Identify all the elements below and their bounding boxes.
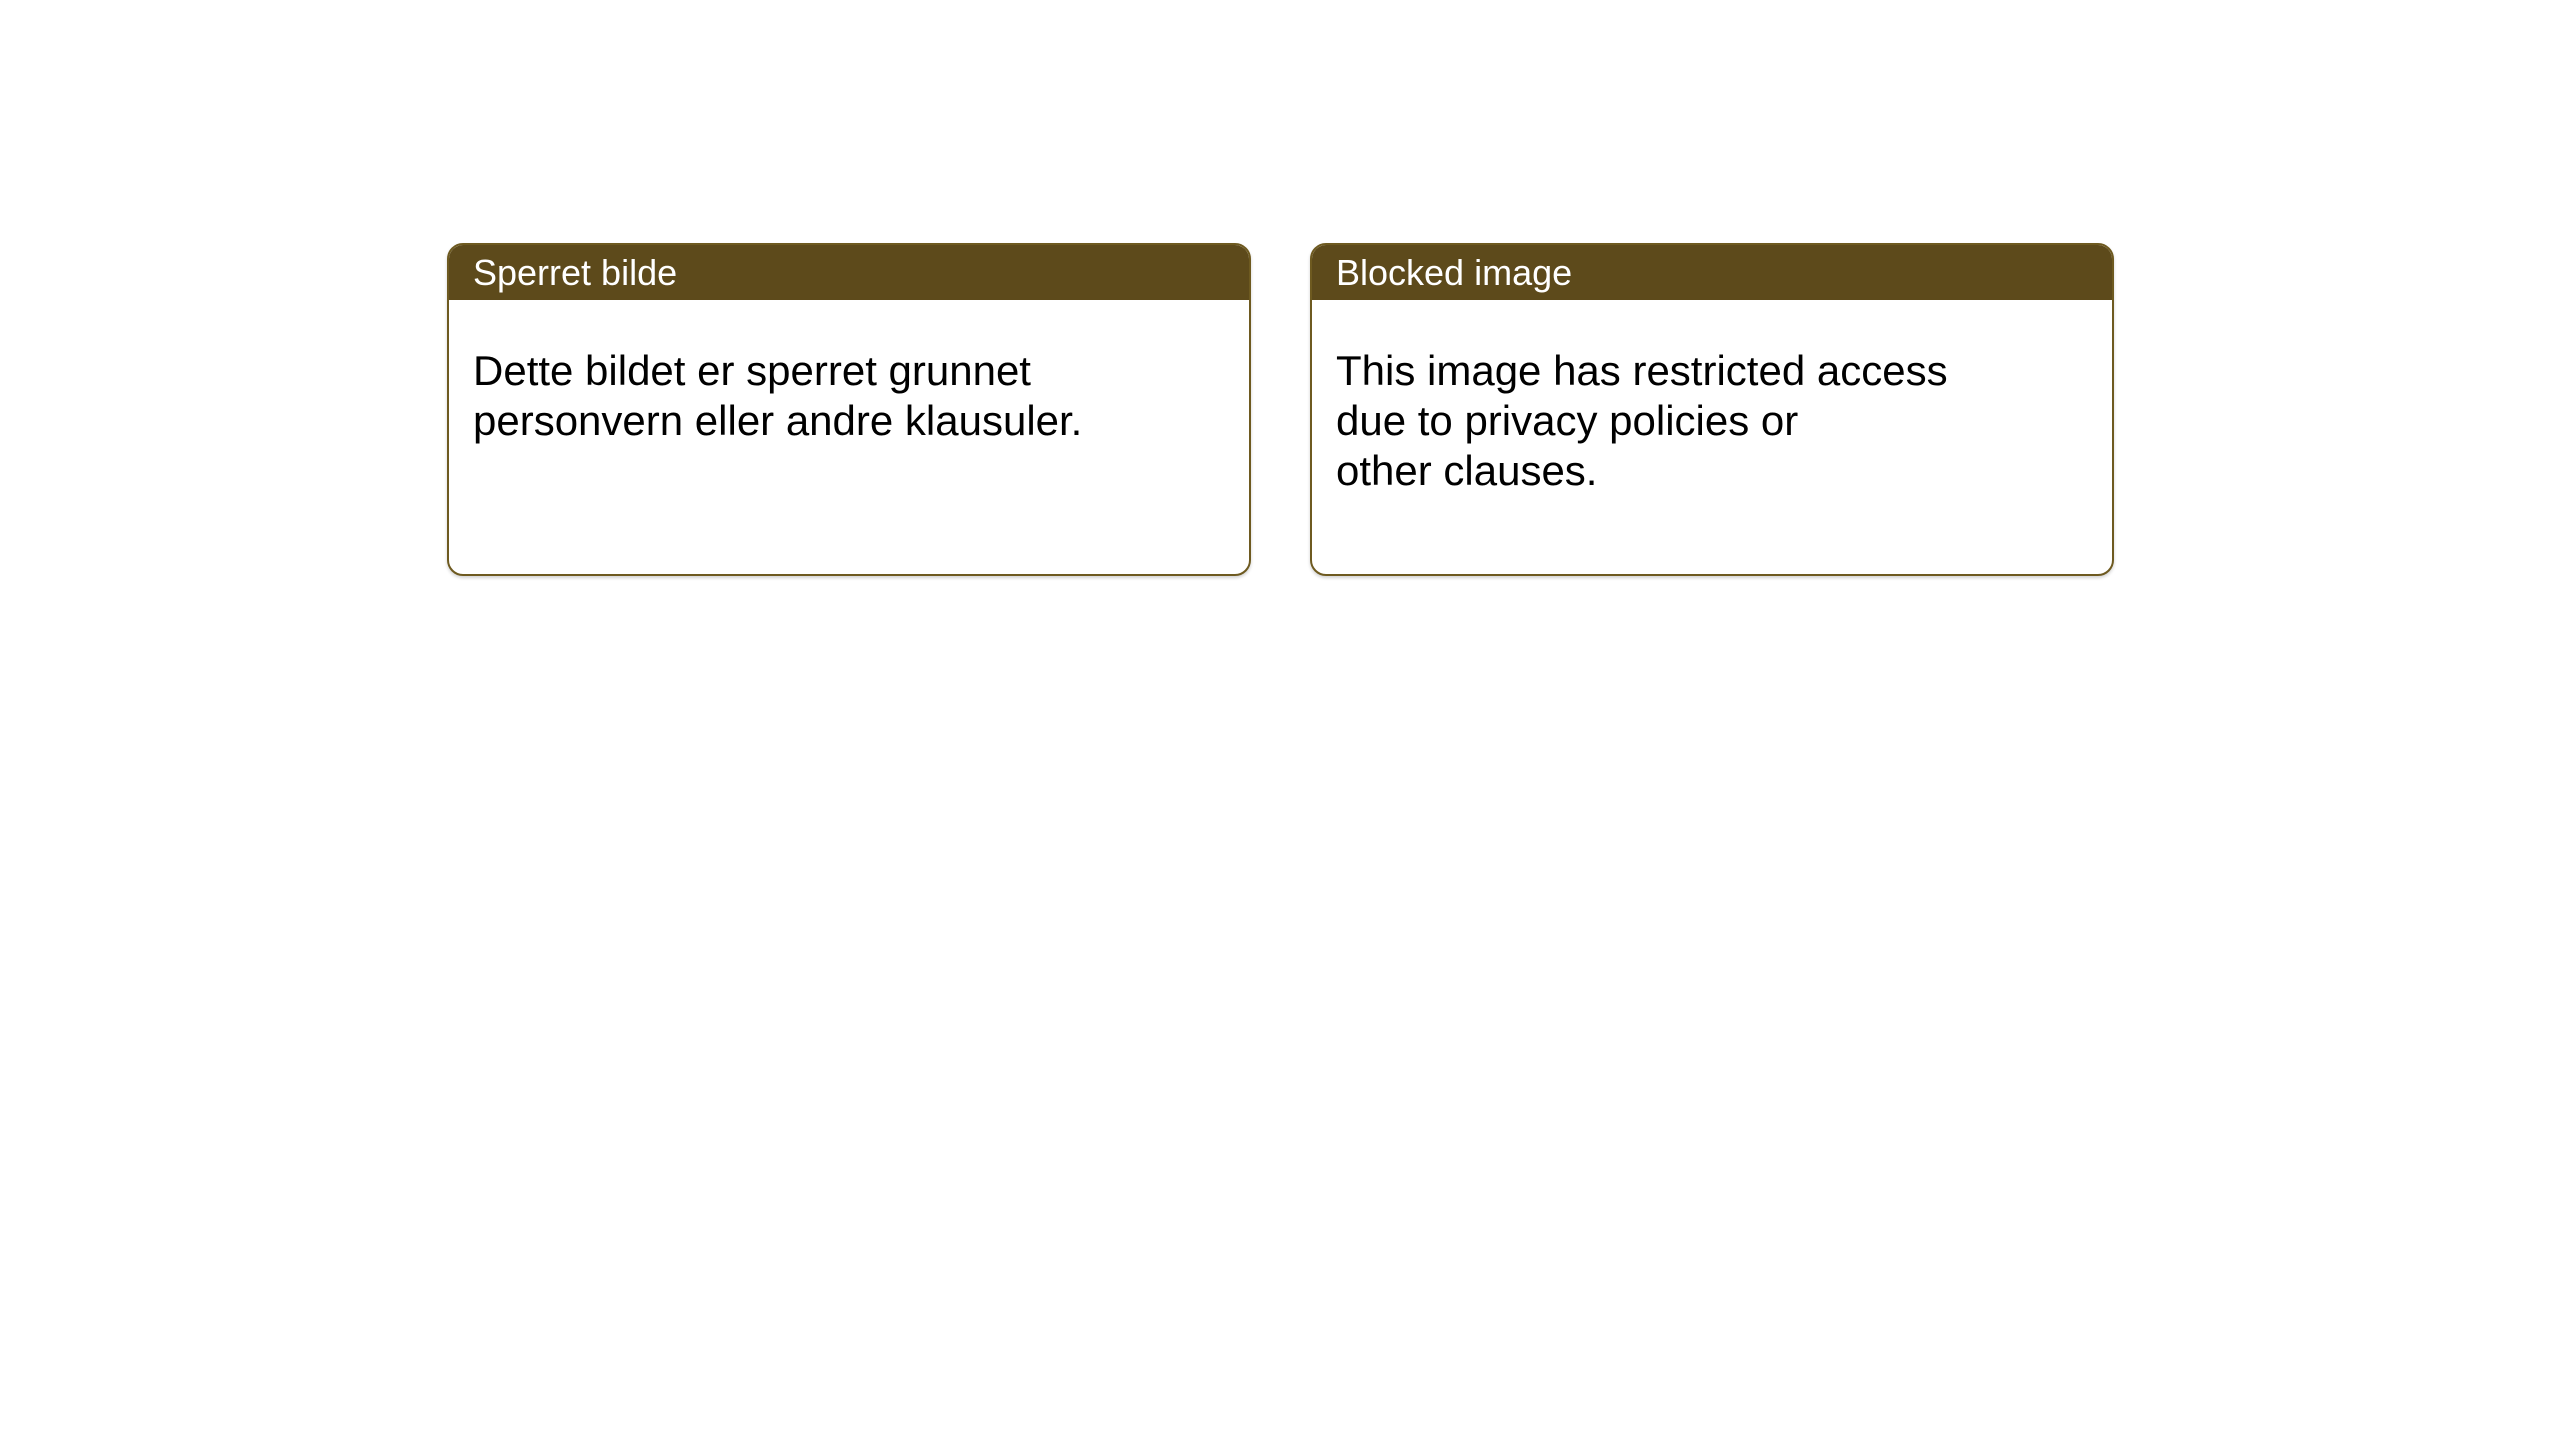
notice-text-line: other clauses.: [1336, 447, 1598, 494]
notice-text-line: Dette bildet er sperret grunnet: [473, 347, 1031, 394]
blocked-image-card-english: [1310, 243, 2114, 576]
card-header: [449, 245, 1249, 300]
card-title: Blocked image: [1336, 251, 1573, 293]
notice-text-line: This image has restricted access: [1336, 347, 1948, 394]
card-body: [449, 300, 1249, 446]
notice-text-line: personvern eller andre klausuler.: [473, 397, 1083, 444]
blocked-image-card-norwegian: [447, 243, 1251, 576]
card-header: [1312, 245, 2112, 300]
card-body: [1312, 300, 2112, 496]
card-title: Sperret bilde: [473, 251, 678, 293]
notice-text-line: due to privacy policies or: [1336, 397, 1799, 444]
